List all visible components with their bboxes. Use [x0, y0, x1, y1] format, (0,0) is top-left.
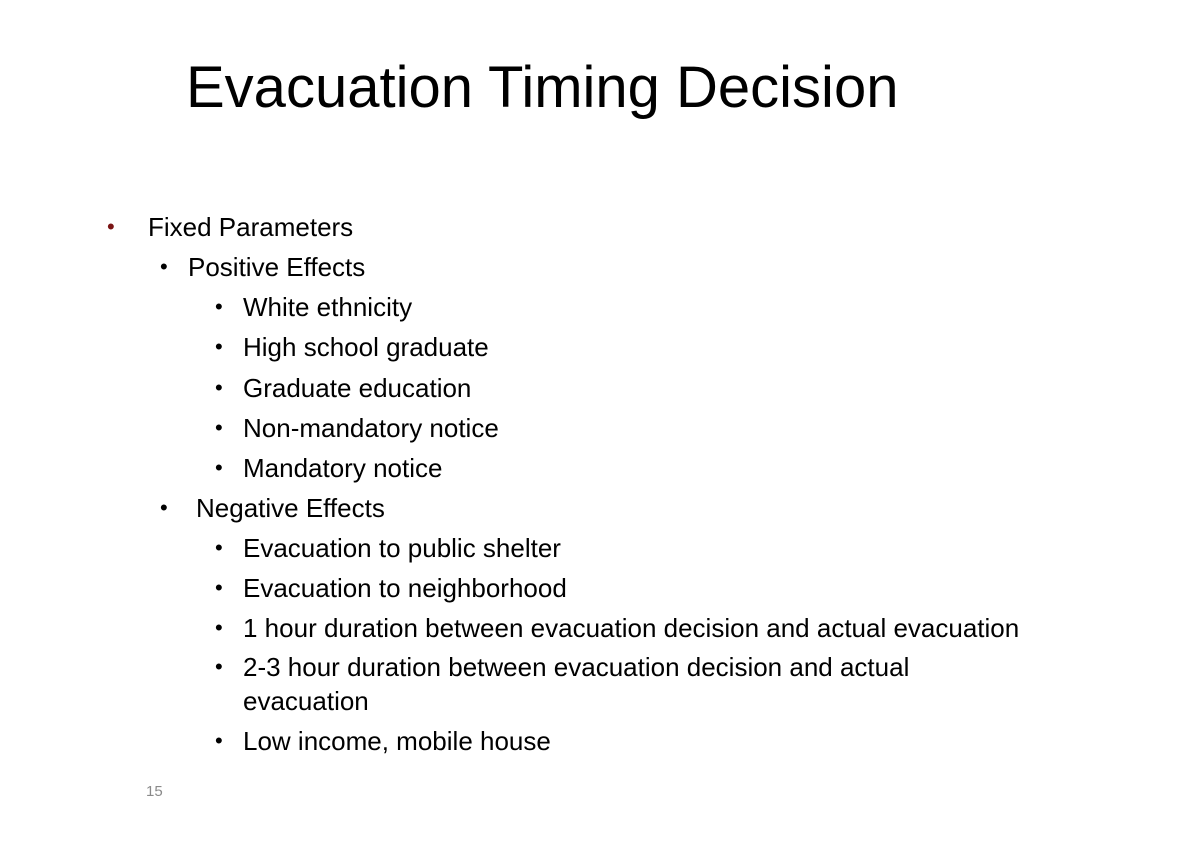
list-item: Low income, mobile house: [243, 726, 551, 756]
list-item: Evacuation to public shelter: [243, 533, 561, 563]
list-item: White ethnicity: [243, 292, 413, 322]
bullet-dot-icon: •: [215, 334, 223, 359]
bullet-dot-icon: •: [215, 654, 223, 679]
bullet-dot-icon: •: [215, 294, 223, 319]
bullet-dot-icon: •: [160, 254, 168, 279]
list-item: 1 hour duration between evacuation decision and actual evacuation: [243, 613, 1020, 643]
bullet-dot-icon: •: [160, 495, 168, 520]
slide-title: Evacuation Timing Decision: [186, 55, 899, 120]
bullet-fixed-parameters: Fixed Parameters: [148, 212, 354, 242]
list-item: High school graduate: [243, 332, 489, 362]
bullet-dot-icon: •: [215, 728, 223, 753]
bullet-dot-icon: •: [215, 455, 223, 480]
bullet-dot-icon: •: [215, 375, 223, 400]
bullet-dot-icon: •: [215, 415, 223, 440]
bullet-dot-icon: •: [215, 615, 223, 640]
bullet-dot-icon: •: [215, 535, 223, 560]
bullet-negative-effects: Negative Effects: [196, 493, 385, 523]
list-item: Evacuation to neighborhood: [243, 573, 567, 603]
list-item: Non-mandatory notice: [243, 413, 499, 443]
list-item: 2-3 hour duration between evacuation decision and actual evacuation: [243, 652, 910, 716]
list-item: Mandatory notice: [243, 453, 443, 483]
page-number: 15: [146, 783, 163, 800]
bullet-dot-icon: •: [107, 214, 115, 239]
list-item: Graduate education: [243, 373, 472, 403]
bullet-positive-effects: Positive Effects: [188, 252, 366, 282]
bullet-dot-icon: •: [215, 575, 223, 600]
